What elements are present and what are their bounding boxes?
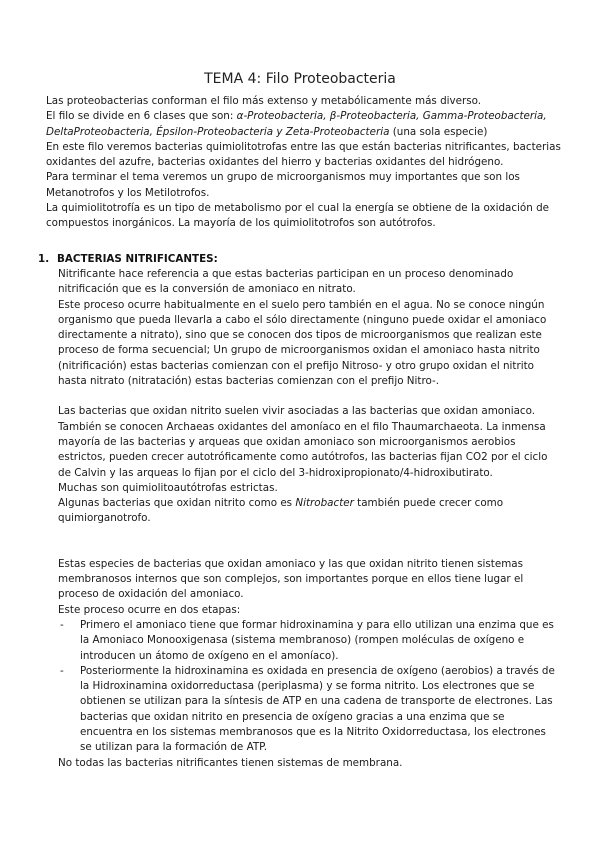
nitrobacter-lead: Algunas bacterias que oxidan nitrito como es xyxy=(58,497,296,510)
spacer xyxy=(58,389,558,404)
bullet-dash: - xyxy=(60,618,64,631)
section-title: BACTERIAS NITRIFICANTES: xyxy=(57,253,218,265)
section-paragraph-2: Este proceso ocurre habitualmente en el suelo pero también en el agua. No se conoce ningún organismo que pueda llevarla a cabo el sólo directamente (ninguno puede oxidar el amoniaco directamente a nitrato), sino que se conocen dos tipos de microorganismos que realizan este proceso de forma secuencial; Un grupo de microorganismos oxidan el amoniaco hasta nitrito (nitrificación) estas bacterias comienzan con el prefijo Nitroso- y otro grupo oxidan el nitrito hasta nitrato (nitratación) estas bacterias comienzan con el prefijo Nitro-. xyxy=(58,298,547,388)
intro-section xyxy=(46,94,561,232)
intro-classes-list: α-Proteobacteria, β-Proteobacteria, Gamma-Proteobacteria, DeltaProteobacteria, Épsilon-Proteobacteria y Zeta-Proteobacteria xyxy=(46,110,547,138)
spacer xyxy=(58,542,558,557)
intro-classes-note: (una sola especie) xyxy=(389,125,488,138)
intro-classes-lead: El filo se divide en 6 clases que son: xyxy=(46,110,237,123)
nitrobacter-tail: también puede crecer como quimiorganotrofo. xyxy=(58,497,504,525)
section-heading xyxy=(38,252,218,267)
section-body xyxy=(58,267,558,771)
intro-paragraph-5: La quimiolitotrofía es un tipo de metabolismo por el cual la energía se obtiene de la oxidación de compuestos inorgánicos. La mayoría de los quimiolitotrofos son autótrofos. xyxy=(46,202,550,230)
section-paragraph-5 xyxy=(58,496,558,527)
spacer xyxy=(58,527,558,542)
section-number: 1. xyxy=(38,253,50,265)
list-item xyxy=(58,664,558,756)
section-paragraph-3: Las bacterias que oxidan nitrito suelen vivir asociadas a las bacterias que oxidan amoniaco. También se conocen Archaeas oxidantes del amoníaco en el filo Thaumarchaeota. La inmensa mayoría de las bacterias y arqueas que oxidan amoniaco son microorganismos aerobios estrictos, pueden crecer autotróficamente como autótrofos, las bacterias fijan CO2 por el ciclo de Calvin y las arqueas lo fijan por el ciclo del 3-hidroxipropionato/4-hidroxibutirato. xyxy=(58,405,548,479)
list-item xyxy=(58,618,558,664)
nitrobacter-genus: Nitrobacter xyxy=(295,497,354,510)
section-paragraph-7: Este proceso ocurre en dos etapas: xyxy=(58,603,241,616)
intro-paragraph-3: En este filo veremos bacterias quimiolitotrofas entre las que están bacterias nitrificantes, bacterias oxidantes del azufre, bacterias oxidantes del hierro y bacterias oxidantes del hidrógeno. xyxy=(46,140,561,169)
section-paragraph-1: Nitrificante hace referencia a que estas bacterias participan en un proceso denominado nitrificación que es la conversión de amoniaco en nitrato. xyxy=(58,268,514,296)
bullet-dash: - xyxy=(60,664,64,677)
intro-paragraph-4: Para terminar el tema veremos un grupo de microorganismos muy importantes que son los Metanotrofos y los Metilotrofos. xyxy=(46,171,520,199)
intro-paragraph-1: Las proteobacterias conforman el filo más extenso y metabólicamente más diverso. xyxy=(46,95,482,107)
page-title: TEMA 4: Filo Proteobacteria xyxy=(204,71,396,88)
section-paragraph-8: No todas las bacterias nitrificantes tienen sistemas de membrana. xyxy=(58,756,403,769)
list-item-text: Primero el amoniaco tiene que formar hidroxinamina y para ello utilizan una enzima que es la Amoniaco Monooxigenasa (sistema membranoso) (rompen moléculas de oxígeno e introducen un átomo de oxígeno en el amoníaco). xyxy=(80,618,554,662)
section-paragraph-6: Estas especies de bacterias que oxidan amoniaco y las que oxidan nitrito tienen sistemas membranosos internos que son complejos, son importantes porque en ellos tiene lugar el proceso de oxidación del amoniaco. xyxy=(58,557,524,601)
list-item-text: Posteriormente la hidroxinamina es oxidada en presencia de oxígeno (aerobios) a través de la Hidroxinamina oxidorreductasa (periplasma) y se forma nitrito. Los electrones que se obtienen se utilizan para la síntesis de ATP en una cadena de transporte de electrones. Las bacterias que oxidan nitrito en presencia de oxígeno gracias a una enzima que se encuentra en los sistemas membranosos que es la Nitrito Oxidorreductasa, los electrones se utilizan para la formación de ATP. xyxy=(80,664,555,754)
intro-paragraph-2 xyxy=(46,109,561,140)
section-paragraph-4: Muchas son quimiolitoautótrofas estrictas. xyxy=(58,481,278,494)
